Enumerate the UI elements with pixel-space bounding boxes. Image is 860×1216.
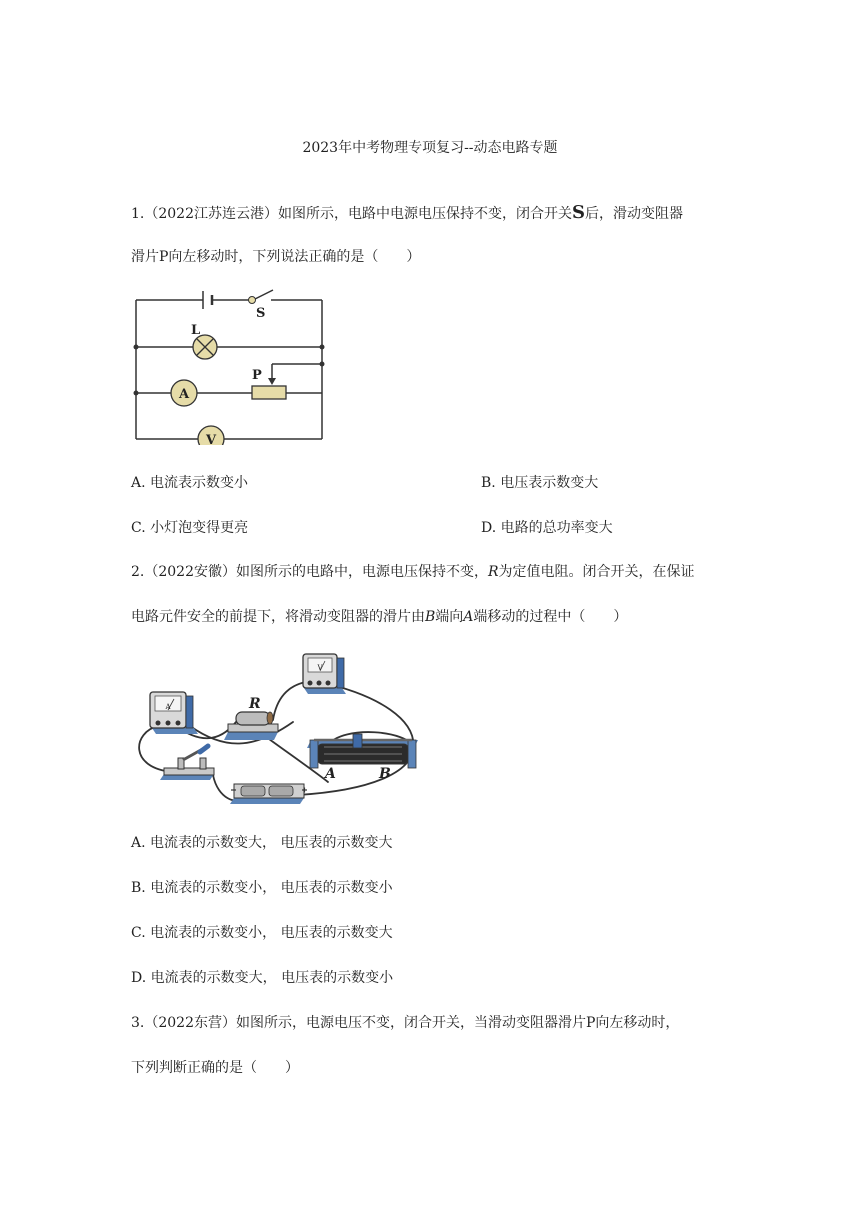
slide-rheostat-icon (307, 734, 418, 768)
battery-icon (230, 784, 307, 804)
a-symbol: A (463, 609, 474, 625)
rheostat-end-b-label: B (379, 766, 391, 782)
lamp-label: L (191, 323, 201, 338)
switch-label: S (256, 306, 266, 321)
voltmeter-icon (303, 654, 346, 694)
question-1-option-d: D. 电路的总功率变大 (481, 520, 613, 536)
b-symbol: B (425, 609, 436, 625)
ammeter-label: A (178, 387, 190, 402)
r-symbol: R (488, 564, 499, 580)
question-2-option-c: C. 电流表的示数变小， 电压表的示数变大 (131, 925, 393, 941)
question-1-option-a: A. 电流表示数变小 (131, 475, 249, 491)
voltmeter-label: V (205, 433, 217, 445)
question-2-option-d: D. 电流表的示数变大， 电压表的示数变小 (131, 970, 394, 986)
switch-symbol: S (572, 202, 585, 223)
question-1-line-2: 滑片P向左移动时，下列说法正确的是（ ） (131, 249, 421, 265)
question-2-line-2: 电路元件安全的前提下，将滑动变阻器的滑片由B端向A端移动的过程中（ ） (131, 609, 628, 625)
svg-text:A: A (165, 703, 171, 711)
rheostat-icon (252, 386, 286, 399)
svg-text:V: V (317, 664, 323, 672)
ammeter-icon (150, 692, 198, 734)
question-2-option-b: B. 电流表的示数变小， 电压表的示数变小 (131, 880, 393, 896)
question-2-line-1: 2.（2022安徽）如图所示的电路中，电源电压保持不变，R为定值电阻。闭合开关，在保证 (131, 564, 695, 580)
resistor-label: R (249, 696, 261, 712)
question-2-option-a: A. 电流表的示数变大， 电压表的示数变大 (131, 835, 393, 851)
switch-icon (160, 746, 214, 780)
rheostat-end-a-label: A (325, 766, 336, 782)
question-1-line-1: 1.（2022江苏连云港）如图所示，电路中电源电压保持不变，闭合开关S后，滑动变阻器 (131, 202, 683, 223)
question-3-line-2: 下列判断正确的是（ ） (131, 1060, 299, 1076)
question-3-line-1: 3.（2022东营）如图所示，电源电压不变，闭合开关，当滑动变阻器滑片P向左移动时， (131, 1015, 680, 1031)
fixed-resistor-icon (224, 712, 278, 740)
question-1-circuit-diagram (125, 285, 330, 445)
question-1-option-c: C. 小灯泡变得更亮 (131, 520, 249, 536)
question-1-option-b: B. 电压表示数变大 (481, 475, 599, 491)
page-title: 2023年中考物理专项复习--动态电路专题 (302, 140, 558, 156)
question-2-apparatus-diagram (128, 650, 428, 815)
slider-label: P (252, 368, 262, 383)
